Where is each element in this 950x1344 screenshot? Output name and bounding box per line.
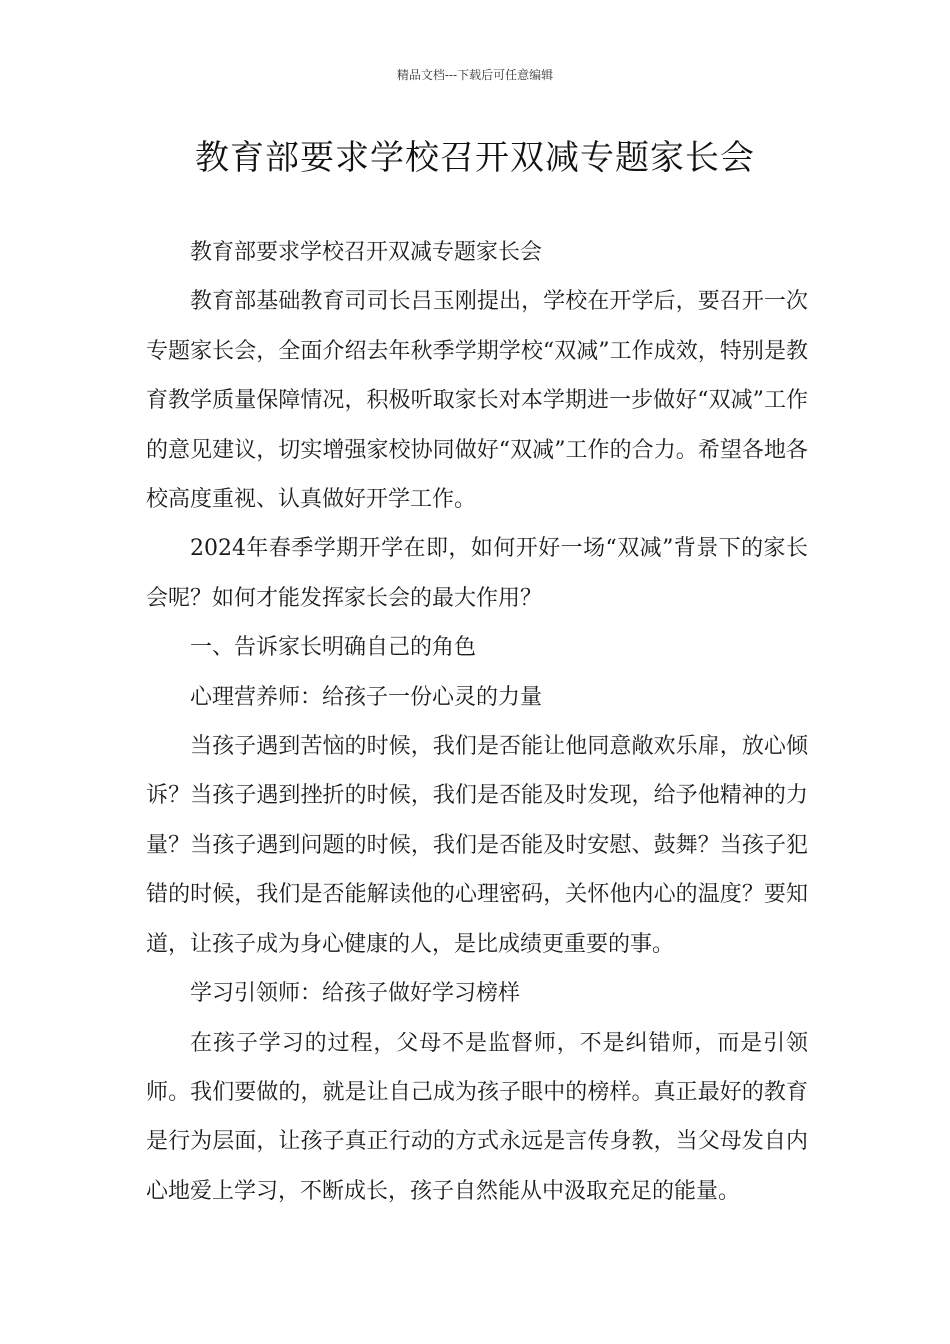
paragraph: 当孩子遇到苦恼的时候，我们是否能让他同意敞欢乐扉，放心倾诉？当孩子遇到挫折的时候，我们是否能及时发现，给予他精神的力量？当孩子遇到问题的时候，我们是否能及时安慰、鼓舞？当孩子犯错的时候，我们是否能解读他的心理密码，关怀他内心的温度？要知道，让孩子成为身心健康的人，是比成绩更重要的事。 — [146, 734, 808, 957]
role-heading: 心理营养师：给孩子一份心灵的力量 — [190, 684, 543, 710]
header-note: 精品文档---下载后可任意编辑 — [396, 68, 554, 82]
document-title: 教育部要求学校召开双减专题家长会 — [195, 138, 755, 178]
paragraph: 教育部基础教育司司长吕玉刚提出，学校在开学后，要召开一次专题家长会，全面介绍去年秋季学期学校“双减”工作成效，特别是教育教学质量保障情况，积极听取家长对本学期进一步做好“双减”工作的意见建议，切实增强家校协同做好“双减”工作的合力。希望各地各校高度重视、认真做好开学工作。 — [146, 289, 808, 513]
paragraph: 在孩子学习的过程，父母不是监督师，不是纠错师，而是引领师。我们要做的，就是让自己成为孩子眼中的榜样。真正最好的教育是行为层面，让孩子真正行动的方式永远是言传身教，当父母发自内心地爱上学习，不断成长，孩子自然能从中汲取充足的能量。 — [146, 1030, 808, 1204]
paragraph: 2024年春季学期开学在即，如何开好一场“双减”背景下的家长会呢？如何才能发挥家长会的最大作用？ — [146, 536, 808, 611]
document-body — [146, 228, 808, 1216]
section-heading: 一、告诉家长明确自己的角色 — [190, 635, 477, 661]
paragraph-subtitle: 教育部要求学校召开双减专题家长会 — [190, 240, 543, 265]
role-heading: 学习引领师：给孩子做好学习榜样 — [190, 981, 521, 1007]
